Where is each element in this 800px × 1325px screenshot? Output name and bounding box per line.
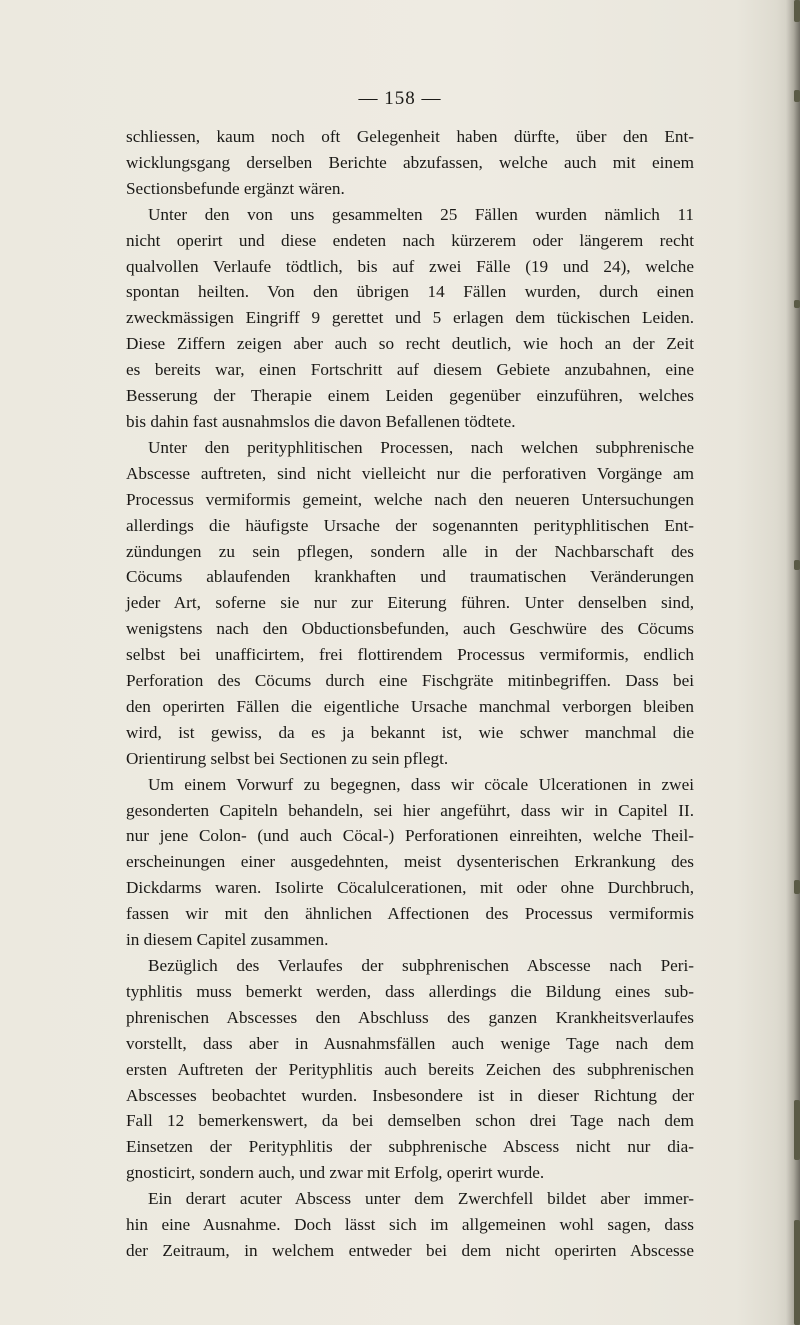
text-line: Perforation des Cöcums durch eine Fischgräte mitinbegriffen. Dass bei bbox=[126, 671, 694, 691]
text-line: Besserung der Therapie einem Leiden gegenüber einzuführen, welches bbox=[126, 386, 694, 406]
text-line: gesonderten Capiteln behandeln, sei hier angeführt, dass wir in Capitel II. bbox=[126, 800, 694, 820]
page-edge-marks bbox=[792, 0, 800, 1325]
text-line: es bereits war, einen Fortschritt auf diesem Gebiete anzubahnen, eine bbox=[126, 360, 694, 380]
page-number-header: — 158 — bbox=[358, 88, 442, 109]
text-line: typhlitis muss bemerkt werden, dass allerdings die Bildung eines sub- bbox=[126, 981, 694, 1001]
text-line: hin eine Ausnahme. Doch lässt sich im allgemeinen wohl sagen, dass bbox=[126, 1215, 694, 1235]
text-line: Dickdarms waren. Isolirte Cöcalulcerationen, mit oder ohne Durchbruch, bbox=[126, 878, 694, 898]
text-line: phrenischen Abscesses den Abschluss des ganzen Krankheitsverlaufes bbox=[126, 1007, 694, 1027]
text-line: zündungen zu sein pflegen, sondern alle in der Nachbarschaft des bbox=[126, 541, 694, 561]
text-line: allerdings die häufigste Ursache der sogenannten perityphlitischen Ent- bbox=[126, 515, 694, 535]
text-line: zweckmässigen Eingriff 9 gerettet und 5 erlagen dem tückischen Leiden. bbox=[126, 308, 694, 328]
text-line: Unter den von uns gesammelten 25 Fällen wurden nämlich 11 bbox=[148, 204, 694, 224]
text-line: Diese Ziffern zeigen aber auch so recht deutlich, wie hoch an der Zeit bbox=[126, 334, 694, 354]
body-text bbox=[126, 124, 694, 1264]
text-line: der Zeitraum, in welchem entweder bei dem nicht operirten Abscesse bbox=[126, 1240, 694, 1260]
text-line: ersten Auftreten der Perityphlitis auch bereits Zeichen des subphrenischen bbox=[126, 1059, 694, 1079]
text-line: Abscesses beobachtet wurden. Insbesondere ist in dieser Richtung der bbox=[126, 1085, 694, 1105]
text-line: Processus vermiformis gemeint, welche nach den neueren Untersuchungen bbox=[126, 489, 694, 509]
text-line: nur jene Colon- (und auch Cöcal-) Perforationen einreihten, welche Theil- bbox=[126, 826, 694, 846]
text-line: wird, ist gewiss, da es ja bekannt ist, wie schwer manchmal die bbox=[126, 722, 694, 742]
text-line: Ein derart acuter Abscess unter dem Zwerchfell bildet aber immer- bbox=[148, 1189, 694, 1209]
text-line: Cöcums ablaufenden krankhaften und traumatischen Veränderungen bbox=[126, 567, 694, 587]
text-line: erscheinungen einer ausgedehnten, meist dysenterischen Erkrankung des bbox=[126, 852, 694, 872]
text-line: jeder Art, soferne sie nur zur Eiterung führen. Unter denselben sind, bbox=[126, 593, 694, 613]
text-line: fassen wir mit den ähnlichen Affectionen des Processus vermiformis bbox=[126, 904, 694, 924]
text-line: in diesem Capitel zusammen. bbox=[126, 930, 329, 950]
text-line: wicklungsgang derselben Berichte abzufassen, welche auch mit einem bbox=[126, 152, 694, 172]
text-line: Bezüglich des Verlaufes der subphrenischen Abscesse nach Peri- bbox=[148, 956, 694, 975]
text-line: nicht operirt und diese endeten nach kürzerem oder längerem recht bbox=[126, 230, 694, 250]
text-line: spontan heilten. Von den übrigen 14 Fällen wurden, durch einen bbox=[126, 282, 694, 302]
text-line: den operirten Fällen die eigentliche Ursache manchmal verborgen bleiben bbox=[126, 696, 694, 716]
text-line: wenigstens nach den Obductionsbefunden, auch Geschwüre des Cöcums bbox=[126, 619, 694, 639]
text-line: qualvollen Verlaufe tödtlich, bis auf zwei Fälle (19 und 24), welche bbox=[126, 256, 694, 276]
text-line: bis dahin fast ausnahmslos die davon Befallenen tödtete. bbox=[126, 411, 516, 431]
text-line: schliessen, kaum noch oft Gelegenheit haben dürfte, über den Ent- bbox=[126, 127, 694, 146]
text-line: Fall 12 bemerkenswert, da bei demselben schon drei Tage nach dem bbox=[126, 1111, 694, 1131]
text-line: vorstellt, dass aber in Ausnahmsfällen auch wenige Tage nach dem bbox=[126, 1033, 694, 1053]
text-line: Um einem Vorwurf zu begegnen, dass wir cöcale Ulcerationen in zwei bbox=[148, 774, 694, 794]
text-line: Sectionsbefunde ergänzt wären. bbox=[126, 178, 345, 198]
text-line: Abscesse auftreten, sind nicht vielleicht nur die perforativen Vorgänge am bbox=[126, 463, 694, 483]
text-line: Unter den perityphlitischen Processen, nach welchen subphrenische bbox=[148, 437, 694, 457]
text-line: selbst bei unafficirtem, frei flottirendem Processus vermiformis, endlich bbox=[126, 645, 694, 665]
text-line: Einsetzen der Perityphlitis der subphrenische Abscess nicht nur dia- bbox=[126, 1137, 694, 1157]
text-line: Orientirung selbst bei Sectionen zu sein pflegt. bbox=[126, 748, 449, 768]
text-line: gnosticirt, sondern auch, und zwar mit Erfolg, operirt wurde. bbox=[126, 1163, 545, 1183]
